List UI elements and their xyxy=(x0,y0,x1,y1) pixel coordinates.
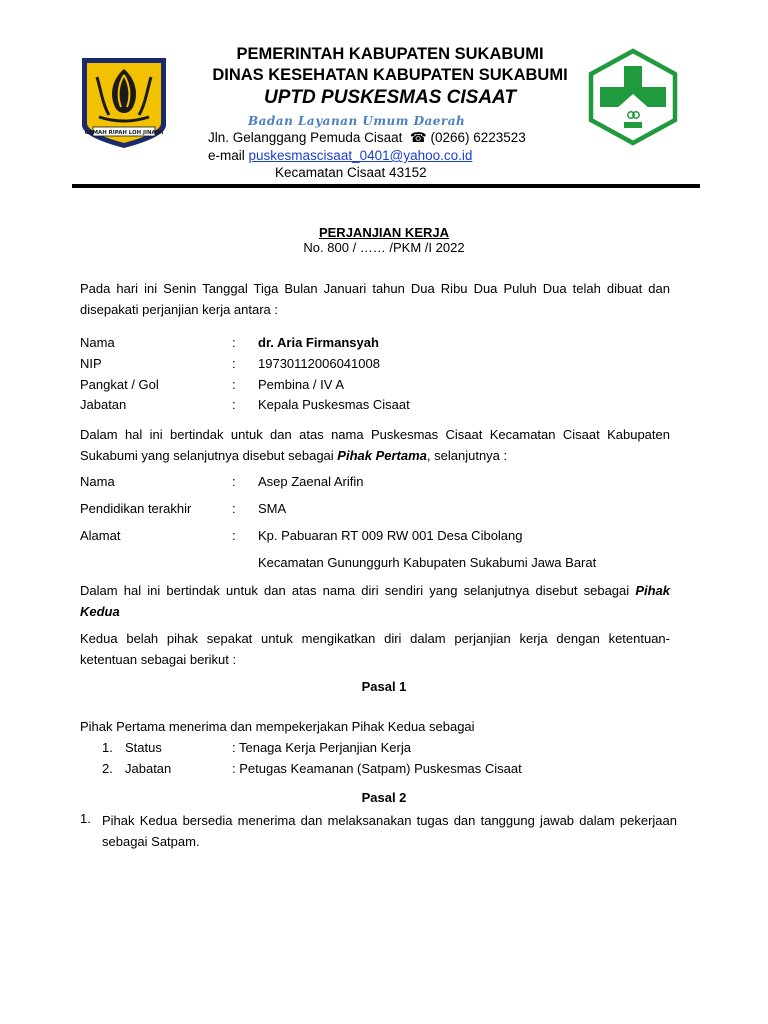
party1-value: Kepala Puskesmas Cisaat xyxy=(258,397,410,412)
letterhead-blu-status: Badan Layanan Umum Daerah xyxy=(248,114,466,128)
party1-value: dr. Aria Firmansyah xyxy=(258,335,379,350)
party1-value: Pembina / IV A xyxy=(258,377,344,392)
colon: : xyxy=(232,474,236,489)
letterhead-department: DINAS KESEHATAN KABUPATEN SUKABUMI xyxy=(212,66,568,84)
statement-text: Dalam hal ini bertindak untuk dan atas nama diri sendiri yang selanjutnya disebut sebagai xyxy=(80,583,636,598)
letterhead-divider xyxy=(72,184,700,188)
pasal1-text: Pihak Pertama menerima dan mempekerjakan Pihak Kedua sebagai xyxy=(80,719,475,734)
letterhead-government: PEMERINTAH KABUPATEN SUKABUMI xyxy=(236,45,544,63)
party2-label: Nama xyxy=(80,474,115,489)
item-number: 1. xyxy=(102,740,113,755)
item-label: Jabatan xyxy=(125,761,172,776)
party1-label: NIP xyxy=(80,356,102,371)
party1-label: Pangkat / Gol xyxy=(80,377,159,392)
party1-statement xyxy=(80,424,670,466)
colon: : xyxy=(232,528,236,543)
statement-role: Pihak Kedua xyxy=(80,583,670,619)
colon: : xyxy=(232,356,236,371)
agreement-paragraph: Kedua belah pihak sepakat untuk mengikatkan diri dalam perjanjian kerja dengan ketentuan-ketentuan sebagai berikut : xyxy=(80,631,670,667)
statement-role: Pihak Pertama xyxy=(337,448,427,463)
letterhead-email xyxy=(208,148,472,163)
intro-paragraph: Pada hari ini Senin Tanggal Tiga Bulan Januari tahun Dua Ribu Dua Puluh Dua telah dibuat dan disepakati perjanjian kerja antara : xyxy=(80,281,670,317)
pasal1-title: Pasal 1 xyxy=(361,679,407,694)
pasal2-item-number: 1. xyxy=(80,811,91,826)
party2-value: Asep Zaenal Arifin xyxy=(258,474,364,489)
document-title: PERJANJIAN KERJA xyxy=(318,225,450,240)
letterhead-address xyxy=(208,130,526,146)
party2-value: Kp. Pabuaran RT 009 RW 001 Desa Cibolang xyxy=(258,528,523,543)
pasal2-item-text: Pihak Kedua bersedia menerima dan melaksanakan tugas dan tanggung jawab dalam pekerjaan sebagai Satpam. xyxy=(102,813,677,849)
party2-label: Pendidikan terakhir xyxy=(80,501,192,516)
pasal2-title: Pasal 2 xyxy=(361,790,407,805)
party2-label: Alamat xyxy=(80,528,121,543)
letterhead-district: Kecamatan Cisaat 43152 xyxy=(275,165,427,180)
party2-address-line2: Kecamatan Gununggurh Kabupaten Sukabumi Jawa Barat xyxy=(258,555,597,570)
document-number: No. 800 / …… /PKM /I 2022 xyxy=(303,240,465,255)
party1-value: 19730112006041008 xyxy=(258,356,380,371)
letterhead-institution: UPTD PUSKESMAS CISAAT xyxy=(264,87,516,108)
address-text: Jln. Gelanggang Pemuda Cisaat xyxy=(208,130,403,145)
item-value: : Tenaga Kerja Perjanjian Kerja xyxy=(232,740,411,755)
colon: : xyxy=(232,501,236,516)
colon: : xyxy=(232,397,236,412)
email-link[interactable]: puskesmascisaat_0401@yahoo.co.id xyxy=(248,148,473,163)
phone-icon: ☎ xyxy=(406,130,427,145)
party2-value: SMA xyxy=(258,501,287,516)
party2-statement xyxy=(80,580,670,622)
seal-motto-text: GEMAH RIPAH LOH JINAWI xyxy=(84,130,164,136)
phone-text: (0266) 6223523 xyxy=(430,130,526,145)
sukabumi-seal-logo xyxy=(79,55,169,151)
colon: : xyxy=(232,335,236,350)
statement-text: Dalam hal ini bertindak untuk dan atas nama Puskesmas Cisaat Kecamatan Cisaat Kabupaten Sukabumi yang selanjutnya disebut sebagai xyxy=(80,427,670,463)
email-label: e-mail xyxy=(208,148,245,163)
colon: : xyxy=(232,377,236,392)
party1-label: Jabatan xyxy=(80,397,127,412)
item-label: Status xyxy=(125,740,162,755)
party1-label: Nama xyxy=(80,335,115,350)
item-value: : Petugas Keamanan (Satpam) Puskesmas Cisaat xyxy=(232,761,522,776)
item-number: 2. xyxy=(102,761,113,776)
statement-text: , selanjutnya : xyxy=(426,448,508,463)
